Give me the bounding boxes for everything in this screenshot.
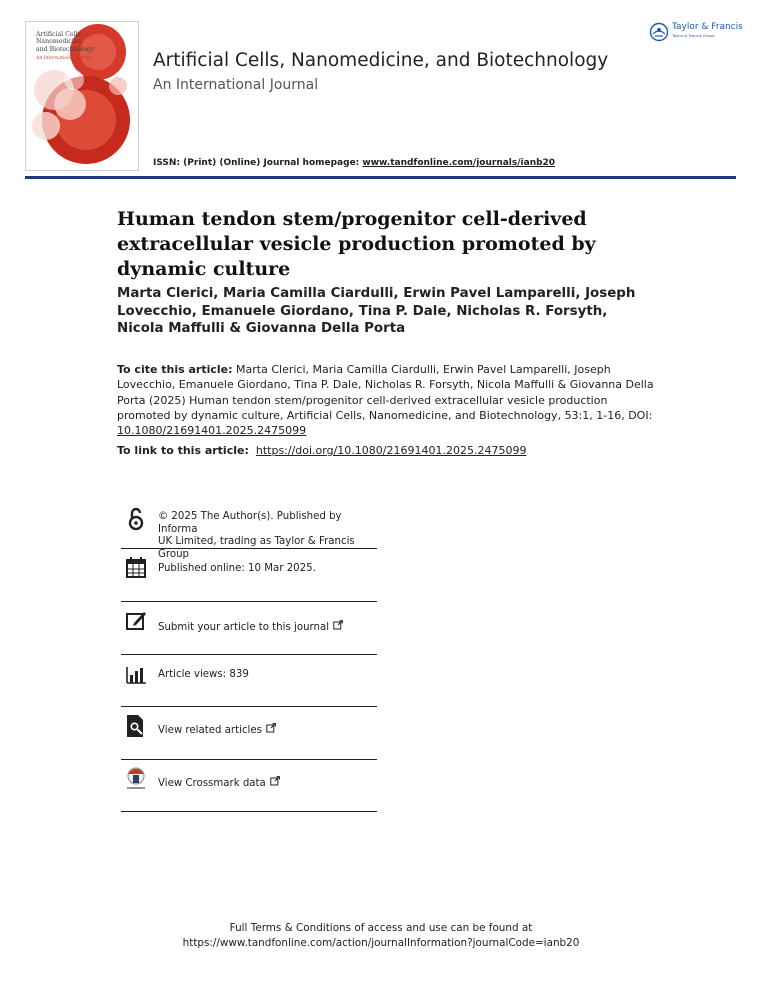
article-doi-url[interactable]: https://doi.org/10.1080/21691401.2025.2475099	[255, 444, 527, 457]
edit-pencil-icon	[125, 608, 147, 634]
terms-footer	[0, 921, 762, 950]
open-access-text: © 2025 The Author(s). Published by Informa UK Limited, trading as Taylor & Francis Group	[158, 511, 355, 560]
external-link-icon	[333, 620, 343, 630]
terms-url[interactable]: https://www.tandfonline.com/action/journalInformation?journalCode=ianb20	[182, 936, 580, 949]
related-item[interactable]	[121, 707, 377, 760]
document-search-icon	[125, 713, 147, 739]
external-link-icon	[266, 723, 276, 733]
crossmark-text[interactable]: View Crossmark data	[158, 776, 280, 791]
open-access-lock-icon	[125, 506, 147, 532]
terms-line: Full Terms & Conditions of access and use can be found at	[229, 922, 533, 934]
article-authors: Marta Clerici, Maria Camilla Ciardulli, Erwin Pavel Lamparelli, Joseph Lovecchio, Emanuele Giordano, Tina P. Dale, Nicholas R. Forsyth, Nicola Maffulli & Giovanna Della Porta	[117, 286, 636, 336]
article-info-list	[121, 500, 377, 812]
bar-chart-icon	[125, 661, 147, 687]
calendar-icon	[125, 555, 147, 581]
cover-title: Artificial Cells, Nanomedicine, and Biotechnology	[36, 31, 95, 53]
cover-tagline: An International Journal	[36, 56, 93, 61]
published-item	[121, 549, 377, 602]
related-text[interactable]: View related articles	[158, 723, 276, 738]
crossmark-icon	[125, 766, 147, 792]
views-text: Article views: 839	[158, 669, 249, 680]
journal-title: Artificial Cells, Nanomedicine, and Biotechnology	[153, 50, 609, 71]
issn-line	[153, 158, 555, 168]
publisher-tagline: Taylor & Francis Group	[672, 33, 715, 38]
taylor-francis-logo[interactable]	[649, 21, 741, 45]
journal-homepage-link[interactable]: www.tandfonline.com/journals/ianb20	[362, 158, 556, 168]
link-label: To link to this article:	[117, 444, 249, 457]
open-access-item	[121, 500, 377, 560]
issn-text: ISSN: (Print) (Online) Journal homepage:	[153, 158, 363, 168]
article-link-line	[117, 444, 677, 457]
external-link-icon	[270, 776, 280, 786]
header-divider	[25, 176, 736, 179]
crossmark-item[interactable]	[121, 760, 377, 812]
journal-subtitle: An International Journal	[153, 77, 319, 93]
citation-text: Marta Clerici, Maria Camilla Ciardulli, Erwin Pavel Lamparelli, Joseph Lovecchio, Emanuele Giordano, Tina P. Dale, Nicholas R. Forsyth, Nicola Maffulli & Giovanna Della Porta (2025) Human tendon stem/progenitor cell-derived extracellular vesicle production promoted by dynamic culture, Artificial Cells, Nanomedicine, and Biotechnology, 53:1, 1-16, DOI:	[117, 363, 654, 422]
published-text: Published online: 10 Mar 2025.	[158, 563, 316, 574]
publisher-globe-icon	[649, 22, 669, 42]
article-title: Human tendon stem/progenitor cell-derived extracellular vesicle production promoted by dynamic culture	[117, 208, 596, 280]
doi-link[interactable]: 10.1080/21691401.2025.2475099	[117, 424, 307, 438]
views-item	[121, 655, 377, 707]
citation-block	[117, 362, 657, 438]
journal-cover	[25, 21, 139, 171]
submit-text[interactable]: Submit your article to this journal	[158, 620, 343, 635]
publisher-name: Taylor & Francis	[672, 22, 743, 32]
citation-label: To cite this article:	[117, 363, 233, 376]
submit-item[interactable]	[121, 602, 377, 655]
